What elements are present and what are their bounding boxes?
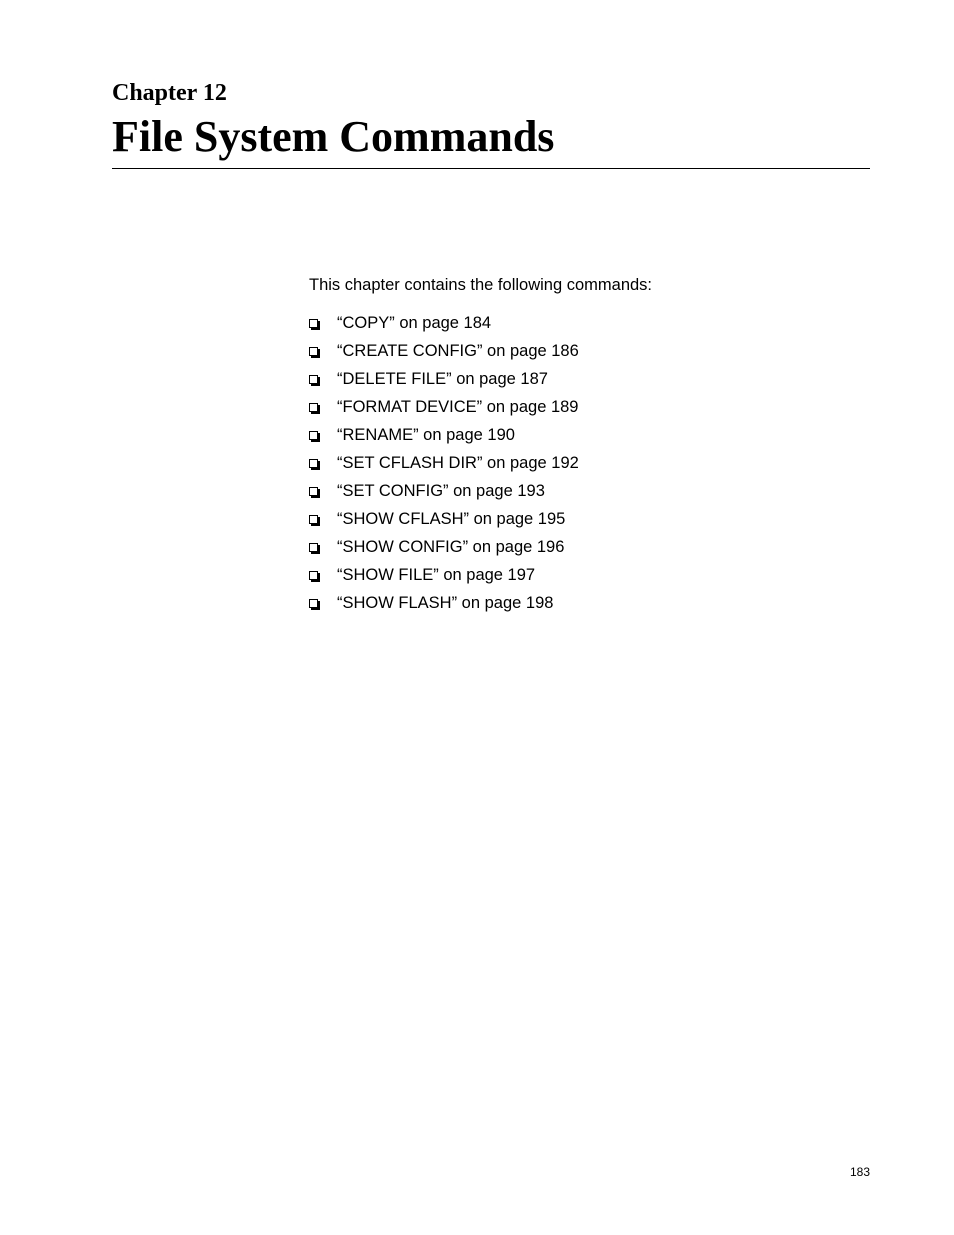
command-link[interactable]: “SHOW FILE” on page 197 [337, 566, 536, 584]
chapter-label: Chapter 12 [112, 80, 227, 106]
page-number: 183 [849, 1165, 870, 1179]
command-link[interactable]: “COPY” on page 184 [337, 314, 492, 332]
checkbox-bullet-icon [309, 599, 318, 608]
checkbox-bullet-icon [309, 571, 318, 580]
command-link[interactable]: “DELETE FILE” on page 187 [337, 370, 548, 388]
checkbox-bullet-icon [309, 319, 318, 328]
command-link[interactable]: “SHOW CONFIG” on page 196 [337, 538, 565, 556]
command-link[interactable]: “SET CFLASH DIR” on page 192 [337, 454, 579, 472]
checkbox-bullet-icon [309, 487, 318, 496]
checkbox-bullet-icon [309, 431, 318, 440]
command-link[interactable]: “SHOW CFLASH” on page 195 [337, 510, 566, 528]
command-link[interactable]: “SHOW FLASH” on page 198 [337, 594, 554, 612]
checkbox-bullet-icon [309, 515, 318, 524]
intro-text: This chapter contains the following commands: [309, 276, 653, 294]
command-link[interactable]: “CREATE CONFIG” on page 186 [337, 342, 579, 360]
checkbox-bullet-icon [309, 459, 318, 468]
command-link[interactable]: “SET CONFIG” on page 193 [337, 482, 545, 500]
command-link[interactable]: “FORMAT DEVICE” on page 189 [337, 398, 579, 416]
page-title: File System Commands [112, 112, 555, 161]
checkbox-bullet-icon [309, 403, 318, 412]
checkbox-bullet-icon [309, 543, 318, 552]
command-link[interactable]: “RENAME” on page 190 [337, 426, 515, 444]
checkbox-bullet-icon [309, 375, 318, 384]
checkbox-bullet-icon [309, 347, 318, 356]
title-divider [112, 168, 870, 169]
